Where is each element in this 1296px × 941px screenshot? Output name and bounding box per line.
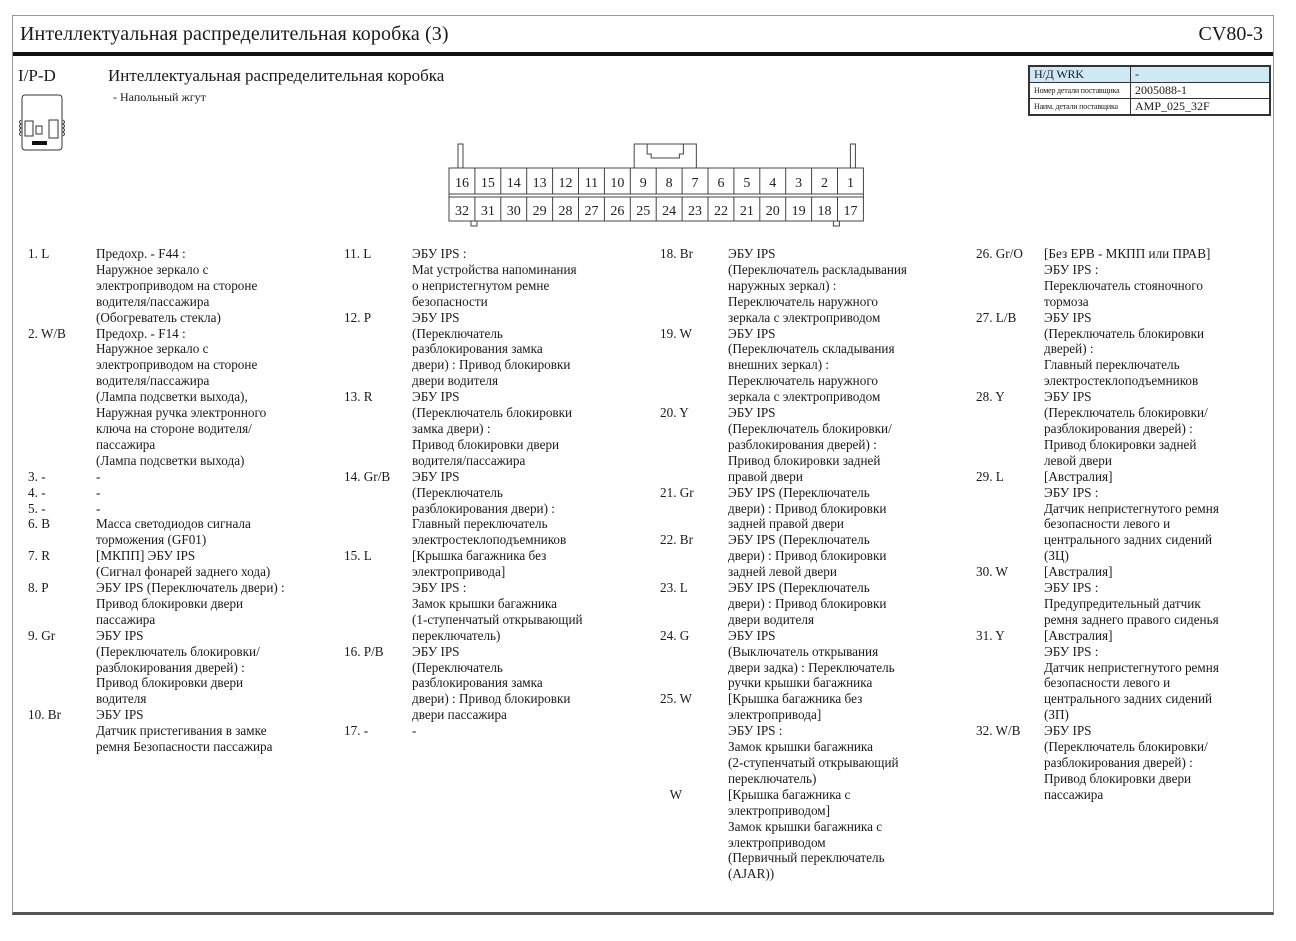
pin-description-line: электроприводом на стороне	[96, 357, 258, 373]
pin-entry	[976, 246, 1274, 310]
pin-description-line: (Лампа подсветки выхода)	[96, 452, 245, 468]
pin-description-line: Замок крышки багажника	[728, 739, 873, 755]
pin-description-line: [Австралия]	[1044, 564, 1113, 580]
pin-description	[96, 326, 326, 469]
pin-description-line: ЭБУ IPS :	[1044, 484, 1099, 500]
pin-number: 29. L	[976, 468, 1004, 484]
pin-description	[412, 246, 642, 310]
pin-number: 24. G	[660, 627, 690, 643]
pin-description-line: (Переключатель блокировки/	[96, 643, 260, 659]
pin-entry	[344, 389, 642, 469]
pin-description-line: ЭБУ IPS :	[412, 580, 467, 596]
pin-entry	[28, 707, 326, 755]
pin-number: 10. Br	[28, 707, 61, 723]
pin-description-line: ЭБУ IPS	[412, 468, 460, 484]
pin-number: 21. Gr	[660, 484, 694, 500]
right-latch	[850, 144, 855, 168]
pin-description-line: Главный переключатель	[412, 516, 548, 532]
pin-description-line: ЭБУ IPS :	[1044, 580, 1099, 596]
pin-description-line: двери) : Привод блокировки	[412, 691, 571, 707]
pin-description-line: ЭБУ IPS	[96, 627, 144, 643]
pin-number: 8. P	[28, 580, 49, 596]
pin-number: 9. Gr	[28, 627, 56, 643]
pin-description-line: Привод блокировки задней	[1044, 436, 1197, 452]
pin-description-line: центрального задних сидений	[1044, 532, 1213, 548]
pin-description-line: электроприводом на стороне	[96, 277, 258, 293]
pin-description-line: электростеклоподъемников	[1044, 373, 1199, 389]
pin-description	[412, 644, 642, 724]
pin-description	[412, 469, 642, 549]
pin-description-line: [Без EPB - МКПП или ПРАВ]	[1044, 246, 1211, 261]
pin-label: 11	[584, 176, 599, 191]
pin-description-line: ЭБУ IPS	[728, 246, 776, 261]
pin-description	[1044, 310, 1274, 390]
pin-description-line: разблокирования двери) :	[412, 500, 555, 516]
connector-id: I/P-D	[18, 66, 56, 85]
pin-label: 19	[791, 204, 806, 219]
pin-description-line: Датчик пристегивания в замке	[96, 723, 267, 739]
pin-description-line: двери) : Привод блокировки	[728, 548, 887, 564]
connector-location-icon	[18, 94, 66, 151]
info-value: 2005088-1	[1131, 83, 1271, 99]
pin-label: 22	[713, 204, 728, 219]
pin-entry	[660, 405, 958, 485]
left-latch	[458, 144, 463, 168]
pin-description-line: водителя/пассажира	[96, 373, 210, 389]
pin-description-line: ЭБУ IPS :	[412, 246, 467, 261]
pin-column-4	[976, 246, 1274, 803]
pin-description-line: водителя/пассажира	[412, 452, 526, 468]
pin-entry	[976, 389, 1274, 469]
pin-description	[96, 548, 326, 580]
pin-label: 28	[558, 204, 573, 219]
pin-number: 32. W/B	[976, 723, 1021, 739]
pin-entry	[344, 310, 642, 390]
pin-entry	[976, 723, 1274, 803]
pin-number: 5. -	[28, 500, 46, 516]
pin-description-line: ЭБУ IPS	[728, 325, 776, 341]
pin-label: 12	[558, 176, 573, 191]
pin-description-line: ЭБУ IPS	[1044, 723, 1092, 739]
pin-number: 6. B	[28, 516, 50, 532]
pin-number: 30. W	[976, 564, 1008, 580]
info-value: -	[1131, 66, 1271, 83]
pin-entry	[976, 469, 1274, 564]
pin-description	[728, 326, 958, 406]
pin-description	[412, 389, 642, 469]
pin-description-line: безопасности	[412, 293, 488, 309]
pin-description-line: ЭБУ IPS	[412, 389, 460, 405]
pin-description-line: электропривода]	[728, 707, 822, 723]
pin-description-line: двери задка) : Переключатель	[728, 659, 895, 675]
pin-description-line: двери водителя	[412, 373, 499, 389]
pin-description-line: Датчик непристегнутого ремня	[1044, 659, 1219, 675]
pin-entry	[28, 501, 326, 517]
pin-description	[96, 501, 326, 517]
pin-description-line: электроприводом	[728, 834, 826, 850]
pin-entry	[28, 628, 326, 708]
pin-description-line: Привод блокировки двери	[96, 675, 244, 691]
pin-description-line: дверей) :	[1044, 341, 1094, 357]
pin-description	[728, 532, 958, 580]
pin-description-line: двери водителя	[728, 611, 815, 627]
pin-description	[96, 485, 326, 501]
pin-description-line: Привод блокировки двери	[96, 595, 244, 611]
pin-description-line: задней левой двери	[728, 564, 837, 580]
pin-entry	[976, 310, 1274, 390]
pin-description-line: наружных зеркал) :	[728, 277, 837, 293]
pin-description-line: ЭБУ IPS	[412, 309, 460, 325]
bottom-tab	[833, 221, 839, 226]
pin-description-line: двери) : Привод блокировки	[728, 500, 887, 516]
pin-description-line: центрального задних сидений	[1044, 691, 1213, 707]
pin-description-line: пассажира	[96, 611, 156, 627]
pin-description-line: разблокирования дверей) :	[96, 659, 245, 675]
pin-description-line: о непристегнутом ремне	[412, 277, 550, 293]
pin-entry	[660, 485, 958, 533]
pin-description-line: ЭБУ IPS (Переключатель	[728, 580, 870, 596]
pin-entry	[28, 469, 326, 485]
pin-description	[1044, 564, 1274, 628]
pin-number: 15. L	[344, 548, 372, 564]
pin-description	[96, 516, 326, 548]
pin-entry	[660, 787, 958, 882]
pin-description-line: [Крышка багажника с	[728, 786, 851, 802]
pin-description	[412, 723, 642, 739]
pin-description-line: ЭБУ IPS (Переключатель	[728, 484, 870, 500]
pin-description	[728, 246, 958, 326]
pin-label: 9	[639, 176, 647, 191]
pin-description	[728, 787, 958, 882]
pin-number: 3. -	[28, 468, 46, 484]
pin-description-line: тормоза	[1044, 293, 1089, 309]
pin-description-line: ручки крышки багажника	[728, 675, 873, 691]
pin-entry	[660, 532, 958, 580]
pin-description-line: (Переключатель	[412, 484, 503, 500]
pin-number: 12. P	[344, 309, 372, 325]
pin-description	[728, 628, 958, 692]
pin-description-line: разблокирования замка	[412, 675, 543, 691]
info-row	[1029, 66, 1270, 83]
pin-description	[728, 580, 958, 628]
pin-description-line: переключатель)	[412, 627, 501, 643]
bottom-tab	[471, 221, 477, 226]
info-key: Наим. детали поставщика	[1029, 99, 1131, 116]
pin-number: 27. L/B	[976, 309, 1017, 325]
pin-description-line: левой двери	[1044, 452, 1112, 468]
pin-label: 13	[532, 176, 547, 191]
pin-description-line: (Переключатель блокировки/	[1044, 739, 1208, 755]
pin-entry	[660, 246, 958, 326]
pin-description-line: ремня заднего правого сиденья	[1044, 611, 1219, 627]
pin-description-line: -	[96, 468, 101, 484]
pin-description-line: ЭБУ IPS :	[1044, 261, 1099, 277]
pin-description-line: ЭБУ IPS	[1044, 309, 1092, 325]
pin-description	[96, 707, 326, 755]
pin-description	[1044, 389, 1274, 469]
pin-label: 24	[662, 204, 677, 219]
pin-description	[96, 469, 326, 485]
pin-entry	[28, 580, 326, 628]
pin-description-line: Предупредительный датчик	[1044, 595, 1201, 611]
pin-entry	[976, 628, 1274, 723]
pin-entry	[28, 485, 326, 501]
pin-description	[96, 628, 326, 708]
pin-description-line: Предохр. - F44 :	[96, 246, 186, 261]
pin-number: 1. L	[28, 246, 50, 261]
pin-column-3	[660, 246, 958, 882]
pin-description-line: -	[412, 723, 417, 739]
connector-name: Интеллектуальная распределительная коробка	[108, 66, 445, 85]
pin-description-line: (Обогреватель стекла)	[96, 309, 221, 325]
info-row	[1029, 83, 1270, 99]
pin-description-line: (AJAR))	[728, 866, 775, 882]
pin-description-line: двери пассажира	[412, 707, 507, 723]
pin-description-line: Привод блокировки двери	[412, 436, 560, 452]
pin-description-line: [Австралия]	[1044, 468, 1113, 484]
pin-number: 26. Gr/O	[976, 246, 1023, 261]
pin-label: 4	[769, 176, 777, 191]
pin-description-line: (1-ступенчатый открывающий	[412, 611, 583, 627]
pin-column-1	[28, 246, 326, 755]
pin-description-line: водителя	[96, 691, 147, 707]
pin-entry	[344, 548, 642, 643]
pin-label: 2	[821, 176, 829, 191]
pin-number: 19. W	[660, 325, 692, 341]
page-code: CV80-3	[1198, 23, 1263, 45]
pin-description	[96, 580, 326, 628]
pin-description-line: (Переключатель	[412, 325, 503, 341]
pin-description-line: разблокирования замка	[412, 341, 543, 357]
pin-description-line: ЭБУ IPS	[96, 707, 144, 723]
pin-label: 25	[636, 204, 651, 219]
pin-number: 22. Br	[660, 532, 693, 548]
pin-label: 7	[691, 176, 699, 191]
pin-column-2	[344, 246, 642, 739]
pin-label: 14	[506, 176, 521, 191]
pin-description-line: (2-ступенчатый открывающий	[728, 755, 899, 770]
pin-entry	[660, 628, 958, 692]
pin-description-line: (Первичный переключатель	[728, 850, 885, 866]
pin-description-line: замка двери) :	[412, 420, 491, 436]
connector-diagram	[436, 128, 856, 228]
pin-description	[728, 485, 958, 533]
pin-description-line: (Переключатель блокировки	[1044, 325, 1205, 341]
pin-description-line: ремня Безопасности пассажира	[96, 739, 273, 755]
pin-description	[1044, 246, 1274, 310]
info-table	[1028, 65, 1271, 116]
pin-description-line: Наружная ручка электронного	[96, 405, 267, 421]
pin-description	[96, 246, 326, 326]
pin-entry	[344, 644, 642, 724]
pin-description-line: (Выключатель открывания	[728, 643, 879, 659]
pin-description-line: внешних зеркал) :	[728, 357, 830, 373]
pin-label: 31	[480, 204, 495, 219]
pin-description-line: торможения (GF01)	[96, 532, 207, 548]
pin-label: 8	[665, 176, 673, 191]
pin-description-line: электростеклоподъемников	[412, 532, 567, 548]
pin-description-line: ЭБУ IPS (Переключатель двери) :	[96, 580, 285, 596]
pin-description-line: (Переключатель блокировки	[412, 405, 573, 421]
pin-label: 30	[506, 204, 521, 219]
pin-label: 16	[454, 176, 469, 191]
pin-number: 23. L	[660, 580, 688, 596]
pin-description	[412, 310, 642, 390]
pin-label: 20	[765, 204, 780, 219]
pin-description-line: разблокирования дверей) :	[728, 436, 877, 452]
pin-description	[1044, 628, 1274, 723]
pin-description-line: зеркала с электроприводом	[728, 389, 881, 405]
pin-number: 11. L	[344, 246, 372, 261]
pin-number: 16. P/B	[344, 643, 384, 659]
pin-description-line: [МКПП] ЭБУ IPS	[96, 548, 196, 564]
pin-description-line: Наружное зеркало с	[96, 341, 209, 357]
pin-description-line: (ЗП)	[1044, 707, 1069, 723]
pin-label: 17	[843, 204, 858, 219]
pin-label: 18	[817, 204, 832, 219]
pin-description	[1044, 469, 1274, 564]
pin-description-line: Привод блокировки задней	[728, 452, 881, 468]
pin-description-line: (Переключатель блокировки/	[1044, 405, 1208, 421]
pin-description-line: безопасности левого и	[1044, 675, 1171, 691]
pin-description-line: (Сигнал фонарей заднего хода)	[96, 564, 271, 580]
pin-description-line: пассажира	[1044, 786, 1104, 802]
pin-description-line: Замок крышки багажника	[412, 595, 557, 611]
connector-key	[634, 144, 696, 168]
pin-description-line: [Крышка багажника без	[412, 548, 547, 564]
pin-description-line: ключа на стороне водителя/	[96, 420, 252, 436]
pin-description-line: ЭБУ IPS (Переключатель	[728, 532, 870, 548]
pin-entry	[660, 691, 958, 786]
pin-label: 26	[610, 204, 625, 219]
pin-label: 15	[480, 176, 495, 191]
pin-description	[412, 548, 642, 643]
pin-description-line: (Переключатель раскладывания	[728, 261, 908, 277]
pin-description-line: ЭБУ IPS :	[728, 723, 783, 739]
pin-entry	[28, 326, 326, 469]
pin-description-line: электропривода]	[412, 564, 506, 580]
pin-description-line: Датчик непристегнутого ремня	[1044, 500, 1219, 516]
pin-entry	[28, 548, 326, 580]
pin-description-line: безопасности левого и	[1044, 516, 1171, 532]
pin-description-line: разблокирования дверей) :	[1044, 755, 1193, 770]
pin-description-line: (ЗЦ)	[1044, 548, 1069, 564]
pin-number: 25. W	[660, 691, 692, 707]
pin-description	[728, 405, 958, 485]
pin-description-line: Переключатель наружного	[728, 293, 878, 309]
pin-description-line: ЭБУ IPS	[728, 405, 776, 421]
pin-description-line: двери) : Привод блокировки	[728, 595, 887, 611]
info-row	[1029, 99, 1270, 116]
pin-description-line: ЭБУ IPS	[728, 627, 776, 643]
pin-description-line: (Переключатель	[412, 659, 503, 675]
pin-description-line: правой двери	[728, 468, 803, 484]
pin-description-line: (Переключатель блокировки/	[728, 420, 892, 436]
pin-description-line: Замок крышки багажника с	[728, 818, 883, 834]
pin-entry	[976, 564, 1274, 628]
page-header	[13, 16, 1273, 56]
page-title: Интеллектуальная распределительная коробка (3)	[20, 23, 449, 45]
pin-label: 23	[688, 204, 703, 219]
pin-description-line: [Крышка багажника без	[728, 691, 863, 707]
pin-description-line: ЭБУ IPS	[412, 643, 460, 659]
pin-label: 3	[795, 176, 803, 191]
pin-entry	[660, 326, 958, 406]
pin-description-line: Масса светодиодов сигнала	[96, 516, 251, 532]
pin-entry	[660, 580, 958, 628]
pin-description-line: Переключатель наружного	[728, 373, 878, 389]
pin-description	[728, 691, 958, 786]
pin-label: 6	[717, 176, 725, 191]
pin-number: W	[660, 786, 683, 802]
pin-description	[1044, 723, 1274, 803]
pin-number: 18. Br	[660, 246, 693, 261]
pin-label: 32	[454, 204, 469, 219]
pin-description-line: Главный переключатель	[1044, 357, 1180, 373]
info-key: Н/Д WRK	[1029, 66, 1131, 83]
pin-description-line: -	[96, 500, 101, 516]
pin-entry	[28, 246, 326, 326]
pin-description-line: электроприводом]	[728, 802, 831, 818]
pin-description-line: пассажира	[96, 436, 156, 452]
pin-label: 29	[532, 204, 547, 219]
pin-number: 2. W/B	[28, 325, 66, 341]
pin-number: 14. Gr/B	[344, 468, 391, 484]
pin-description-line: Предохр. - F14 :	[96, 325, 186, 341]
pin-description-line: -	[96, 484, 101, 500]
pin-description-line: ЭБУ IPS	[1044, 389, 1092, 405]
pin-label: 21	[739, 204, 754, 219]
pin-description-line: ЭБУ IPS :	[1044, 643, 1099, 659]
pin-description-line: Mat устройства напоминания	[412, 261, 577, 277]
pin-label: 10	[610, 176, 625, 191]
document-page	[12, 15, 1274, 915]
pin-label: 27	[584, 204, 599, 219]
pin-label: 1	[846, 176, 854, 191]
pin-description-line: зеркала с электроприводом	[728, 309, 881, 325]
pin-number: 31. Y	[976, 627, 1005, 643]
pin-description-line: Переключатель стояночного	[1044, 277, 1203, 293]
pin-number: 17. -	[344, 723, 369, 739]
connector-subtitle: - Напольный жгут	[113, 90, 206, 104]
info-key: Номер детали поставщика	[1029, 83, 1131, 99]
pin-number: 13. R	[344, 389, 373, 405]
pin-description-line: [Австралия]	[1044, 627, 1113, 643]
info-value: AMP_025_32F	[1131, 99, 1271, 116]
pin-entry	[344, 723, 642, 739]
pin-description-line: переключатель)	[728, 770, 817, 786]
pin-description-line: (Лампа подсветки выхода),	[96, 389, 248, 405]
pin-description-line: водителя/пассажира	[96, 293, 210, 309]
pin-description-line: двери) : Привод блокировки	[412, 357, 571, 373]
pin-description-line: разблокирования дверей) :	[1044, 420, 1193, 436]
pin-entry	[344, 246, 642, 310]
pin-number: 4. -	[28, 484, 46, 500]
pin-entry	[28, 516, 326, 548]
pin-description-line: Наружное зеркало с	[96, 261, 209, 277]
pin-description-line: Привод блокировки двери	[1044, 770, 1192, 786]
pin-label: 5	[743, 176, 751, 191]
pin-description-line: задней правой двери	[728, 516, 844, 532]
pin-description-line: (Переключатель складывания	[728, 341, 895, 357]
pin-number: 20. Y	[660, 405, 689, 421]
pin-number: 28. Y	[976, 389, 1005, 405]
pin-number: 7. R	[28, 548, 50, 564]
pin-entry	[344, 469, 642, 549]
